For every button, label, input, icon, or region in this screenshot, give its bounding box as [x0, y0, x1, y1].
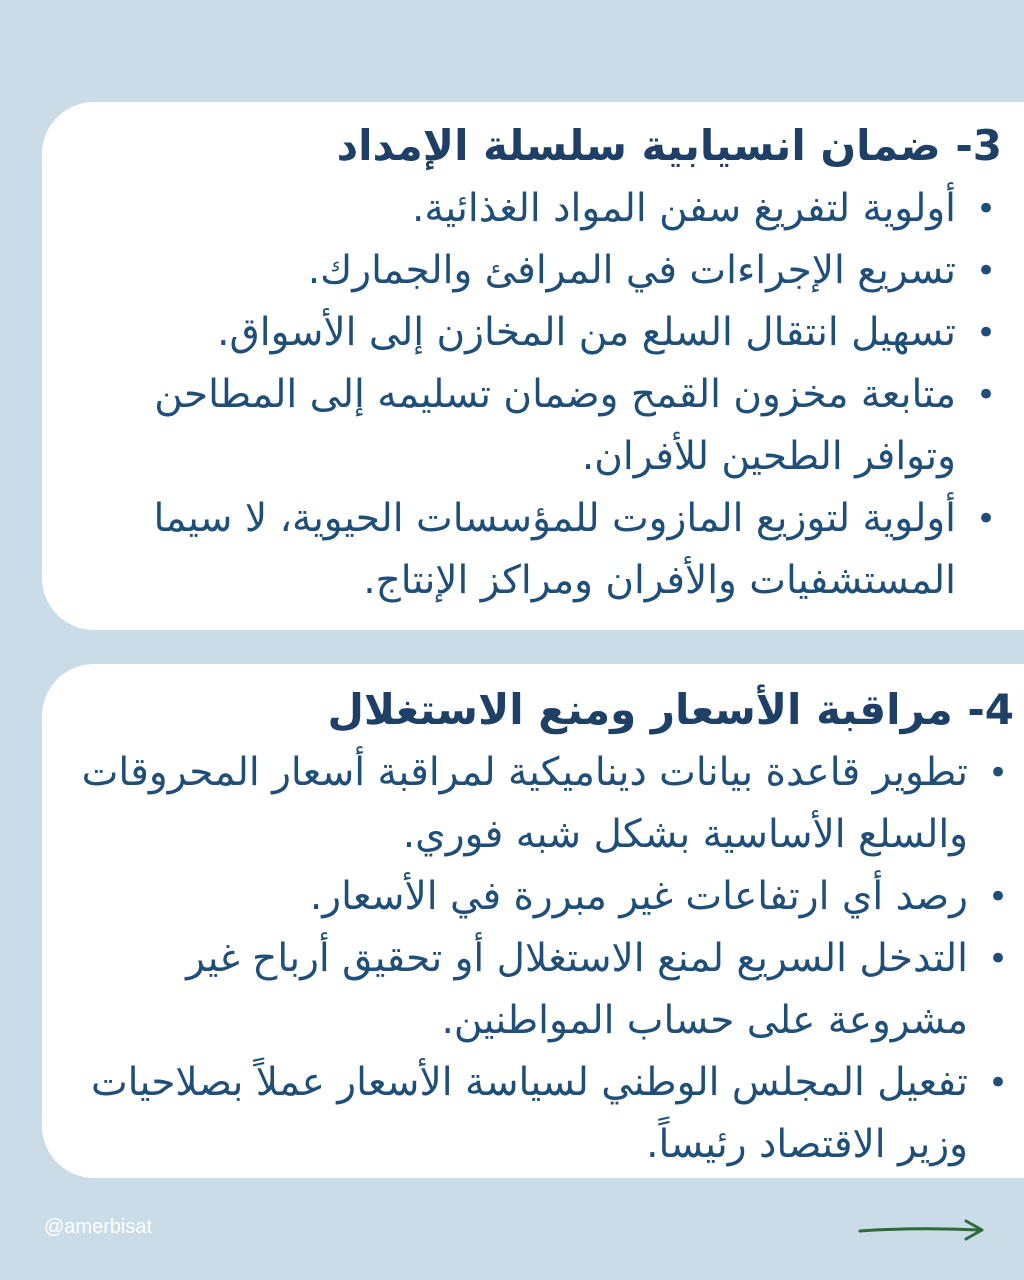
- bullet-icon: •: [987, 877, 1008, 917]
- bullet-icon: •: [987, 1063, 1008, 1103]
- bullet-icon: •: [987, 939, 1008, 979]
- list-item: • تسهيل انتقال السلع من المخازن إلى الأسواق.: [72, 302, 1002, 364]
- section-3-card: [42, 102, 1024, 630]
- list-item: • أولوية لتفريغ سفن المواد الغذائية.: [72, 178, 1002, 240]
- author-handle: @amerbisat: [44, 1216, 153, 1238]
- section-3-heading: 3- ضمان انسيابية سلسلة الإمداد: [336, 121, 1002, 170]
- list-item: • رصد أي ارتفاعات غير مبررة في الأسعار.: [62, 866, 1014, 928]
- section-4-card: [42, 664, 1024, 1178]
- list-item: • تطوير قاعدة بيانات ديناميكية لمراقبة أسعار المحروقات والسلع الأساسية بشكل شبه فوري.: [62, 742, 1014, 866]
- section-4-heading: 4- مراقبة الأسعار ومنع الاستغلال: [327, 685, 1014, 734]
- list-item: • تسريع الإجراءات في المرافئ والجمارك.: [72, 240, 1002, 302]
- list-item: • تفعيل المجلس الوطني لسياسة الأسعار عملاً بصلاحيات وزير الاقتصاد رئيساً.: [62, 1052, 1014, 1176]
- bullet-icon: •: [975, 499, 996, 539]
- bullet-icon: •: [975, 189, 996, 229]
- section-3-list: [72, 178, 1002, 612]
- bullet-icon: •: [975, 251, 996, 291]
- right-arrow-icon[interactable]: [858, 1218, 986, 1242]
- bullet-icon: •: [975, 313, 996, 353]
- bullet-icon: •: [987, 753, 1008, 793]
- list-item: • التدخل السريع لمنع الاستغلال أو تحقيق أرباح غير مشروعة على حساب المواطنين.: [62, 928, 1014, 1052]
- list-item: • متابعة مخزون القمح وضمان تسليمه إلى المطاحن وتوافر الطحين للأفران.: [72, 364, 1002, 488]
- bullet-icon: •: [975, 375, 996, 415]
- section-4-list: [62, 742, 1014, 1176]
- list-item: • أولوية لتوزيع المازوت للمؤسسات الحيوية، لا سيما المستشفيات والأفران ومراكز الإنتاج.: [72, 488, 1002, 612]
